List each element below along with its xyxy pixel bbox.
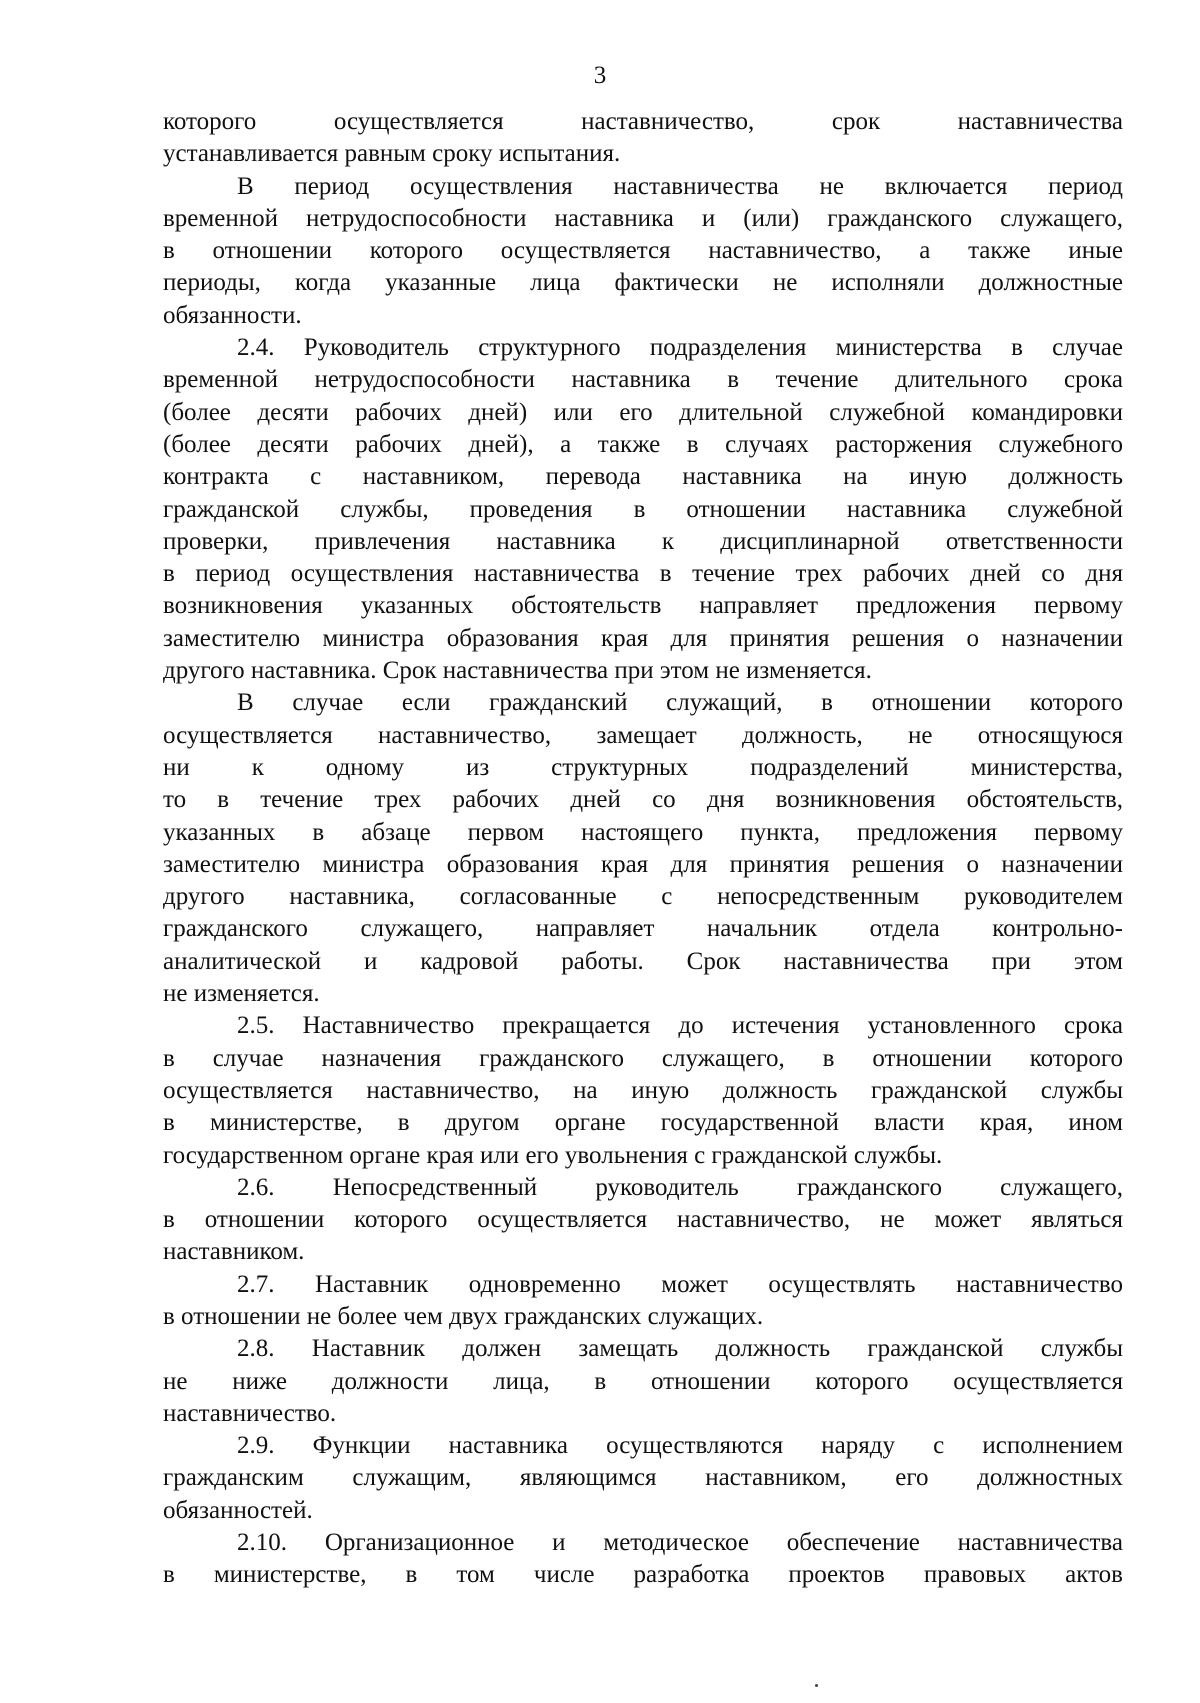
text-line: ни к одному из структурных подразделений министерства,: [163, 753, 1123, 781]
paragraph-line: [163, 913, 1123, 945]
text-line: В случае если гражданский служащий, в отношении которого: [237, 689, 1123, 717]
paragraph-line: [163, 590, 1123, 622]
paragraph-line: [163, 817, 1123, 849]
paragraph-line: [163, 494, 1123, 526]
text-line: (более десяти рабочих дней), а также в случаях расторжения служебного: [163, 430, 1123, 458]
text-line: в министерстве, в другом органе государственной власти края, ином: [163, 1109, 1123, 1137]
text-line: в отношении которого осуществляется наставничество, а также иные: [163, 237, 1123, 265]
text-line: проверки, привлечения наставника к дисциплинарной ответственности: [163, 527, 1123, 555]
text-line: 2.7. Наставник одновременно может осуществлять наставничество: [237, 1270, 1123, 1298]
text-line: гражданским служащим, являющимся наставником, его должностных: [163, 1464, 1123, 1492]
paragraph-line: [163, 720, 1123, 752]
text-line: гражданского служащего, направляет начальник отдела контрольно-: [163, 915, 1123, 943]
text-line: заместителю министра образования края для принятия решения о назначении: [163, 624, 1123, 652]
text-line: не ниже должности лица, в отношении которого осуществляется: [163, 1367, 1123, 1395]
text-line: 2.10. Организационное и методическое обеспечение наставничества: [237, 1529, 1123, 1557]
text-line: осуществляется наставничество, на иную должность гражданской службы: [163, 1076, 1123, 1104]
text-line: 2.6. Непосредственный руководитель гражданского служащего,: [237, 1173, 1123, 1201]
paragraph-line: [163, 623, 1123, 655]
paragraph-line: [163, 397, 1123, 429]
clause-2-4: [163, 332, 1123, 364]
text-line: наставником.: [163, 1238, 305, 1266]
paragraph-line: [163, 1559, 1123, 1591]
text-line: другого наставника. Срок наставничества при этом не изменяется.: [163, 657, 872, 685]
paragraph-line: [163, 687, 1123, 719]
paragraph-line: [163, 1398, 1123, 1430]
text-line: то в течение трех рабочих дней со дня возникновения обстоятельств,: [163, 786, 1123, 814]
paragraph-line: [163, 784, 1123, 816]
text-line: наставничество.: [163, 1399, 337, 1427]
text-line: 2.8. Наставник должен замещать должность гражданской службы: [237, 1335, 1123, 1363]
clause-2-7: [163, 1269, 1123, 1301]
paragraph-line: [163, 300, 1123, 332]
text-line: аналитической и кадровой работы. Срок наставничества при этом: [163, 947, 1123, 975]
paragraph-line: [163, 1204, 1123, 1236]
text-line: в период осуществления наставничества в течение трех рабочих дней со дня: [163, 560, 1123, 588]
paragraph-line: [163, 1366, 1123, 1398]
paragraph-line: [163, 171, 1123, 203]
text-line: возникновения указанных обстоятельств направляет предложения первому: [163, 592, 1123, 620]
text-line: временной нетрудоспособности наставника и (или) гражданского служащего,: [163, 204, 1123, 232]
paragraph-line: [163, 429, 1123, 461]
paragraph-line: [163, 881, 1123, 913]
paragraph-line: [163, 1140, 1123, 1172]
paragraph-line: [163, 1107, 1123, 1139]
paragraph-line: [163, 526, 1123, 558]
clause-2-8: [163, 1333, 1123, 1365]
paragraph-line: [163, 946, 1123, 978]
text-line: не изменяется.: [163, 980, 320, 1008]
text-line: 2.5. Наставничество прекращается до истечения установленного срока: [237, 1012, 1123, 1040]
text-line: в отношении не более чем двух гражданских служащих.: [163, 1302, 764, 1330]
text-line: в министерстве, в том числе разработка проектов правовых актов: [163, 1561, 1123, 1589]
clause-2-5: [163, 1010, 1123, 1042]
paragraph-line: [163, 849, 1123, 881]
text-line: государственном органе края или его увольнения с гражданской службы.: [163, 1141, 943, 1169]
paragraph-continuation: [163, 106, 1123, 138]
text-line: другого наставника, согласованные с непосредственным руководителем: [163, 883, 1123, 911]
paragraph-line: [163, 1462, 1123, 1494]
text-line: периоды, когда указанные лица фактически не исполняли должностные: [163, 269, 1123, 297]
text-line: в случае назначения гражданского служащего, в отношении которого: [163, 1044, 1123, 1072]
text-line: которого осуществляется наставничество, срок наставничества: [163, 108, 1123, 135]
text-line: обязанностей.: [163, 1496, 313, 1524]
paragraph-line: [163, 461, 1123, 493]
text-line: контракта с наставником, перевода наставника на иную должность: [163, 463, 1123, 491]
text-line: устанавливается равным сроку испытания.: [163, 140, 621, 168]
paragraph-line: [163, 752, 1123, 784]
text-line: В период осуществления наставничества не включается период: [237, 172, 1123, 200]
text-line: осуществляется наставничество, замещает должность, не относящуюся: [163, 721, 1123, 749]
clause-2-6: [163, 1172, 1123, 1204]
paragraph-line: [163, 235, 1123, 267]
text-line: заместителю министра образования края для принятия решения о назначении: [163, 850, 1123, 878]
clause-2-10: [163, 1527, 1123, 1559]
text-line: указанных в абзаце первом настоящего пункта, предложения первому: [163, 818, 1123, 846]
text-line: в отношении которого осуществляется наставничество, не может являться: [163, 1206, 1123, 1234]
text-line: временной нетрудоспособности наставника в течение длительного срока: [163, 366, 1123, 394]
text-line: гражданской службы, проведения в отношении наставника служебной: [163, 495, 1123, 523]
clause-2-9: [163, 1430, 1123, 1462]
paragraph-line: [163, 1495, 1123, 1527]
scan-speck: [815, 1684, 818, 1687]
paragraph-line: [163, 1043, 1123, 1075]
text-line: 2.4. Руководитель структурного подразделения министерства в случае: [237, 334, 1123, 362]
paragraph-line: [163, 1236, 1123, 1268]
text-line: обязанности.: [163, 301, 302, 329]
paragraph-line: [163, 364, 1123, 396]
paragraph-line: [163, 203, 1123, 235]
text-line: 2.9. Функции наставника осуществляются наряду с исполнением: [237, 1432, 1123, 1460]
paragraph-continuation-end: [163, 138, 1123, 170]
paragraph-line: [163, 267, 1123, 299]
paragraph-line: [163, 978, 1123, 1010]
page-number: 3: [593, 62, 607, 89]
document-body: [163, 106, 1123, 1592]
paragraph-line: [163, 558, 1123, 590]
paragraph-line: [163, 1075, 1123, 1107]
paragraph-line: [163, 655, 1123, 687]
paragraph-line: [163, 1301, 1123, 1333]
text-line: (более десяти рабочих дней) или его длительной служебной командировки: [163, 398, 1123, 426]
